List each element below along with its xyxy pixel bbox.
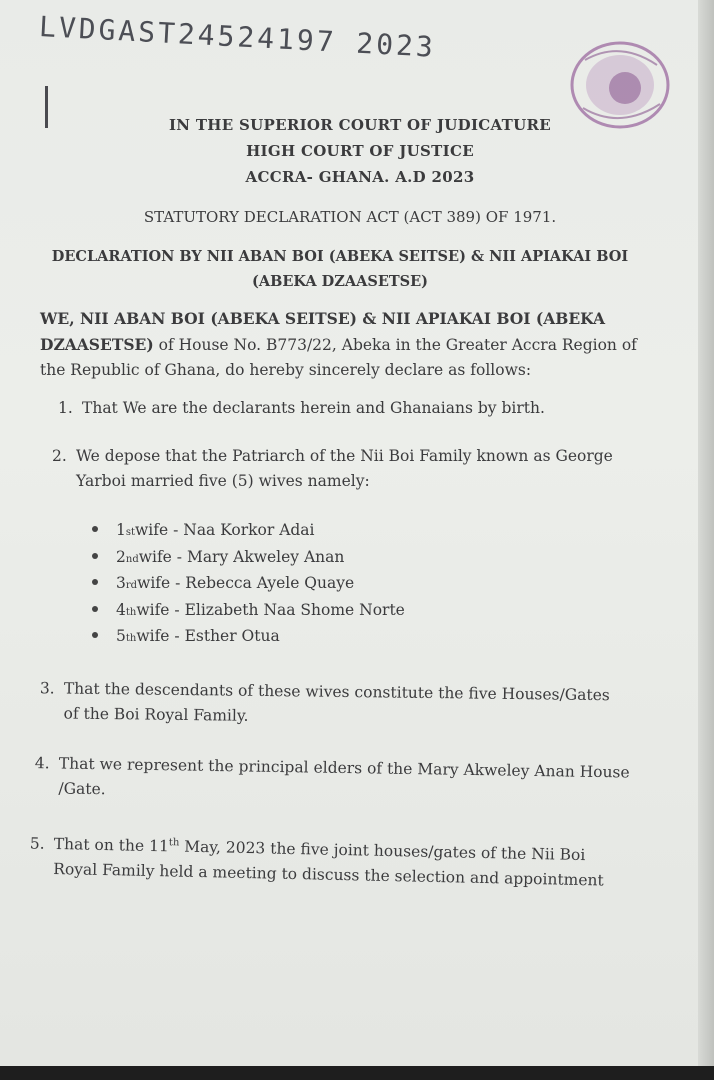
declaration-title	[40, 244, 640, 294]
paragraph-number: 2.	[52, 447, 67, 465]
list-item: 3 rd wife - Rebecca Ayele Quaye	[92, 570, 472, 597]
court-line-2: HIGH COURT OF JUSTICE	[246, 142, 474, 160]
paragraph-5	[29, 831, 655, 890]
bullet-icon	[92, 606, 98, 612]
bullet-icon	[92, 526, 98, 532]
court-header	[0, 112, 700, 190]
background-surface	[0, 1066, 714, 1080]
declarants-names-cont: DZAASETSE)	[40, 335, 154, 354]
paragraph-text: /Gate.	[58, 779, 106, 799]
paragraph-number: 4.	[34, 754, 50, 773]
bullet-icon	[92, 553, 98, 559]
paragraph-text: We depose that the Patriarch of the Nii Boi Family known as George	[76, 447, 613, 465]
bullet-icon	[92, 579, 98, 585]
paragraph-3	[39, 676, 655, 725]
bullet-icon	[92, 632, 98, 638]
wives-list	[92, 517, 472, 650]
paragraph-text: Royal Family held a meeting to discuss the selection and appointment	[53, 859, 604, 890]
list-item: 1 st wife - Naa Korkor Adai	[92, 517, 472, 544]
paragraph-number: 5.	[29, 834, 45, 853]
paragraph-4	[34, 751, 655, 799]
handwritten-reference: LVDGAST24524197 2023	[38, 10, 437, 64]
paragraph-text: That We are the declarants herein and Ghanaians by birth.	[82, 399, 545, 417]
intro-paragraph	[40, 306, 645, 383]
paragraph-text: That we represent the principal elders of the Mary Akweley Anan House	[58, 754, 630, 782]
court-line-3: ACCRA- GHANA. A.D 2023	[245, 168, 475, 186]
paragraph-number: 3.	[39, 679, 55, 698]
court-line-1: IN THE SUPERIOR COURT OF JUDICATURE	[168, 116, 551, 134]
list-item: 4 th wife - Elizabeth Naa Shome Norte	[92, 597, 472, 624]
act-line: STATUTORY DECLARATION ACT (ACT 389) OF 1971.	[143, 208, 557, 226]
paragraph-text: of the Boi Royal Family.	[63, 704, 249, 725]
intro-line-3: the Republic of Ghana, do hereby sincerely declare as follows:	[40, 361, 532, 379]
list-item: 5 th wife - Esther Otua	[92, 623, 472, 650]
declaration-title-line-2: (ABEKA DZAASETSE)	[251, 273, 429, 290]
paragraph-text: That on the 11th May, 2023 the five joint houses/gates of the Nii Boi	[53, 834, 586, 865]
paragraph-text: Yarboi married five (5) wives namely:	[76, 472, 370, 490]
declarants-names: WE, NII ABAN BOI (ABEKA SEITSE) & NII APIAKAI BOI (ABEKA	[40, 309, 606, 328]
paragraph-number: 1.	[58, 399, 73, 417]
declarants-address: of House No. B773/22, Abeka in the Greater Accra Region of	[153, 336, 637, 354]
page-edge	[698, 0, 714, 1080]
paragraph-text: That the descendants of these wives constitute the five Houses/Gates	[63, 679, 610, 705]
list-item: 2 nd wife - Mary Akweley Anan	[92, 544, 472, 571]
declaration-title-line-1: DECLARATION BY NII ABAN BOI (ABEKA SEITSE) & NII APIAKAI BOI	[51, 248, 629, 265]
